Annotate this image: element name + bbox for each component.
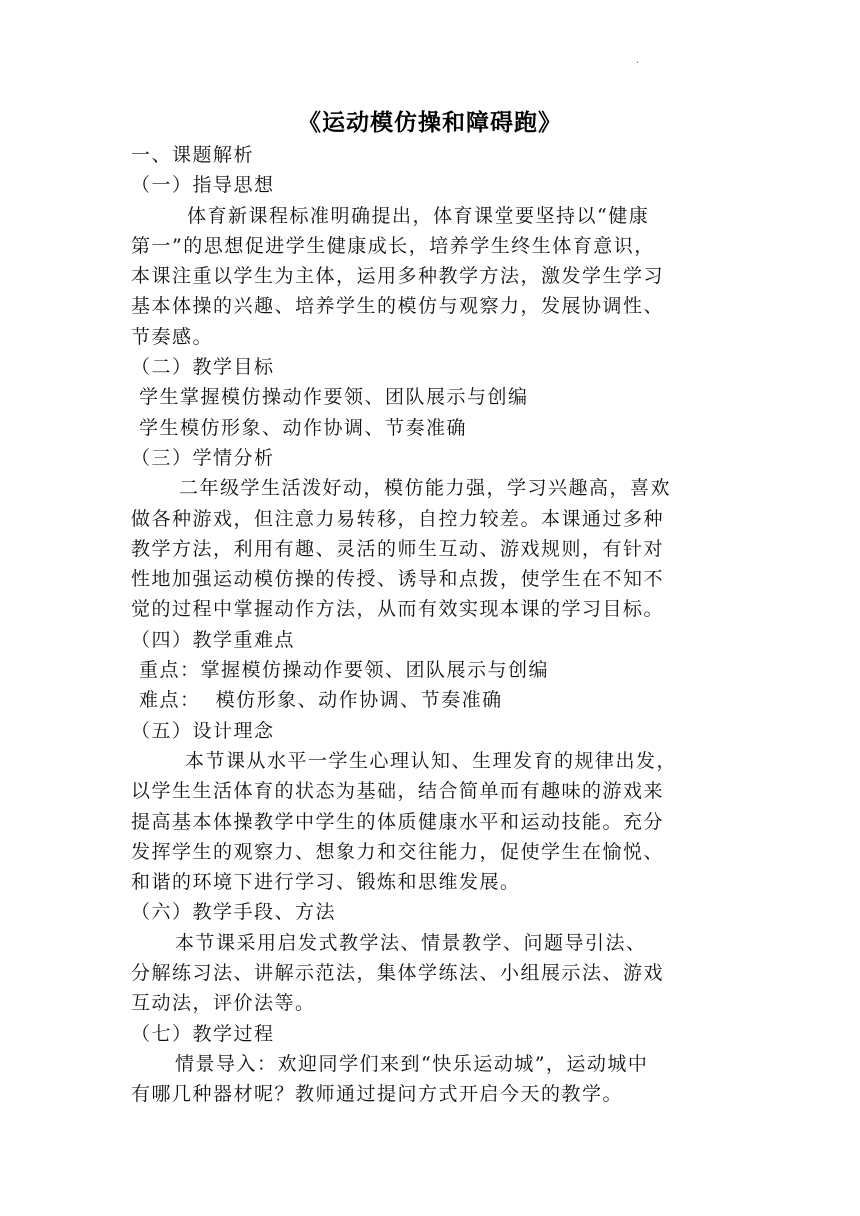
paragraph-line: 本课注重以学生为主体，运用多种教学方法，激发学生学习 [131,265,665,288]
paragraph-line: 有哪几种器材呢？教师通过提问方式开启今天的教学。 [131,1083,624,1106]
subsection-heading: （六）教学手段、方法 [131,901,337,924]
paragraph-line: 第一”的思想促进学生健康成长，培养学生终生体育意识， [131,234,655,257]
document-body [131,140,731,1110]
paragraph-line: 本节课采用启发式教学法、情景教学、问题导引法、 [175,931,647,954]
paragraph-line: 以学生生活体育的状态为基础，结合简单而有趣味的游戏来 [131,780,665,803]
paragraph-line: 做各种游戏，但注意力易转移，自控力较差。本课通过多种 [131,507,665,530]
paragraph-line: 二年级学生活泼好动，模仿能力强，学习兴趣高，喜欢 [179,477,672,500]
paragraph-line: 和谐的环境下进行学习、锻炼和思维发展。 [131,871,521,894]
paragraph-line: 情景导入：欢迎同学们来到“快乐运动城”，运动城中 [175,1052,649,1075]
corner-mark: · [636,58,640,69]
subsection-heading: （一）指导思想 [131,174,275,197]
list-item: 难点： 模仿形象、动作协调、节奏准确 [139,689,503,712]
paragraph-line: 体育新课程标准明确提出，体育课堂要坚持以“健康 [187,204,650,227]
subsection-heading: （七）教学过程 [131,1022,275,1045]
paragraph-line: 本节课从水平一学生心理认知、生理发育的规律出发， [185,749,678,772]
paragraph-line: 觉的过程中掌握动作方法，从而有效实现本课的学习目标。 [131,598,665,621]
list-item: 重点：掌握模仿操动作要领、团队展示与创编 [139,659,550,682]
section-heading: 一、课题解析 [131,144,255,166]
paragraph-line: 提高基本体操教学中学生的体质健康水平和运动技能。充分 [131,810,665,833]
subsection-heading: （二）教学目标 [131,356,275,379]
paragraph-line: 基本体操的兴趣、培养学生的模仿与观察力，发展协调性、 [131,295,665,318]
list-item: 学生模仿形象、动作协调、节奏准确 [139,416,468,439]
paragraph-line: 教学方法，利用有趣、灵活的师生互动、游戏规则，有针对 [131,537,665,560]
list-item: 学生掌握模仿操动作要领、团队展示与创编 [139,386,529,409]
subsection-heading: （三）学情分析 [131,446,275,469]
paragraph-line: 节奏感。 [131,325,214,348]
subsection-heading: （五）设计理念 [131,719,275,742]
paragraph-line: 分解练习法、讲解示范法，集体学练法、小组展示法、游戏 [131,962,665,985]
paragraph-line: 互动法，评价法等。 [131,992,316,1015]
document-title: 《运动模仿操和障碍跑》 [298,110,562,136]
subsection-heading: （四）教学重难点 [131,628,296,651]
paragraph-line: 发挥学生的观察力、想象力和交往能力，促使学生在愉悦、 [131,840,665,863]
paragraph-line: 性地加强运动模仿操的传授、诱导和点拨，使学生在不知不 [131,568,665,591]
